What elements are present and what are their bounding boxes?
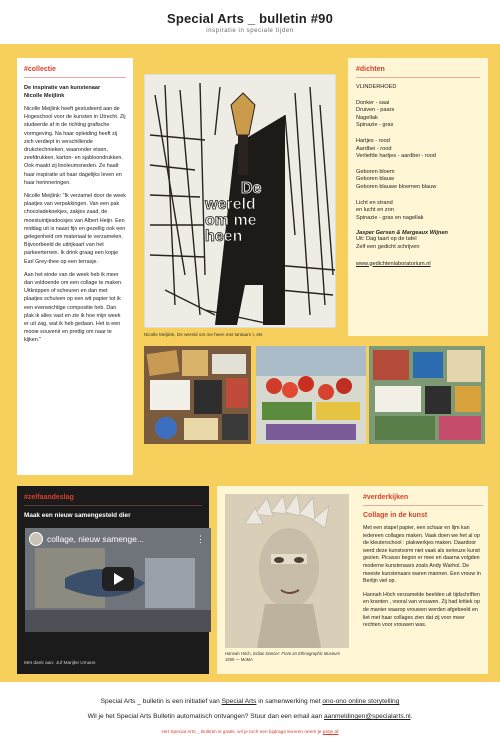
gedichtenlab-link[interactable]: www.gedichtenlaboratorium.nl — [356, 260, 431, 267]
artwork-text-3: om me — [205, 212, 257, 229]
zelfaandeslag-card — [17, 486, 209, 674]
poem-credit — [356, 236, 480, 251]
poem-line: Nagellak — [356, 114, 378, 121]
video-title[interactable]: collage, nieuw samenge... — [47, 534, 144, 544]
poem-stanza — [356, 100, 480, 130]
caption-year: 1930 — MoMA — [225, 656, 253, 662]
collage-photo-3 — [369, 346, 485, 444]
artwork-text-1: De — [241, 180, 262, 197]
poem-stanza — [356, 169, 480, 192]
collage-image — [144, 346, 251, 444]
footer-line-3 — [0, 730, 500, 735]
poem-line: Druiven - paars — [356, 107, 395, 114]
verderkijken-subheading: Collage in de kunst — [363, 512, 428, 519]
footer-text: . — [410, 713, 413, 720]
bulletin-title: Special Arts _ bulletin #90 — [166, 11, 334, 26]
play-button-icon[interactable] — [102, 567, 134, 591]
collage-photo-2 — [256, 346, 366, 444]
credit-line: Zelf een gedicht schrijven — [356, 243, 420, 250]
petje-af-link[interactable]: petje af — [322, 730, 339, 735]
credit-line: Uit: Dag taart op de tafel — [356, 236, 417, 243]
collectie-paragraph: Nicolle Meijlink: "Ik verzamel door de week plaatjes van verpakkingen. Van een pak chocoladekoekjes, zakjes zaad, de moestuintjesdoosjes van Albert Heijn. Een middag uit is naast fijn en gezellig ook een gelegenheid om materiaal te verzamelen. Bijvoorbeeld de uitrijkaart van het parkeerterrein. Ik drink graag een kopje Earl Grey-thee op een terrasje. — [24, 193, 126, 265]
bulletin-header — [0, 0, 500, 44]
footer-text: Wil je het Special Arts Bulletin automatisch ontvangen? Stuur dan een email aan — [87, 713, 324, 720]
collectie-heading-line1: De inspiratie van kunstenaar — [24, 85, 101, 91]
video-player[interactable] — [25, 528, 211, 632]
collage-photo-1 — [144, 346, 251, 444]
dichten-card — [348, 58, 488, 336]
poem-line: en lucht en zon — [356, 207, 394, 214]
collectie-paragraph: Aan het einde van de week heb ik meer dan voldoende om een collage te maken. Uitknippen of scheuren en dan met plaatjes schuiven op een wit papier tot ik een evenwichtige compositie heb. Dan plak ik alles vast en zie ik hoe mijn week er uit zag, wat ik heb gedaan. Het is een mooie souvenir en prettig om naar te kijken." — [24, 271, 123, 344]
special-arts-link[interactable]: Special Arts — [221, 698, 257, 705]
collectie-paragraph: Nicolle Meijlink heeft gestudeerd aan de Hogeschool voor de kunsten in Utrecht. Zij studeerde af in de richting grafische vormgeving. Na haar opleiding heeft zij zich verdiept in verschillende drukctechnieken, waaronder etsen, zeefdrukken, karton- en sjabloondrukken. Ook maakt zij linoleumsneden. Ze haalt haar inspiratie uit haar dagelijks leven en haar herinneringen. — [24, 106, 126, 186]
verderkijken-text — [363, 494, 483, 630]
hoch-collage-image — [225, 494, 349, 648]
caption-title: Indian Dancer: From an Ethnographic Museum — [252, 651, 340, 656]
hoch-caption — [225, 651, 351, 662]
poem-line: Geboren bloem — [356, 168, 395, 175]
verderkijken-card — [217, 486, 488, 674]
hoch-artwork — [225, 494, 349, 648]
poem-line: Donker - saai — [356, 99, 390, 106]
verderkijken-paragraph: Hannah Höch verzamelde beelden uit tijdschriften en kranten , vooral van vrouwen. Zij had kritiek op de manier waarop vrouwen werden afgebeeld en liet met haar collages zien dat zij voor meer rechten voor vrouwen was. — [363, 591, 480, 629]
poem-stanza — [356, 200, 480, 223]
divider — [363, 505, 483, 506]
footer-line-2 — [0, 713, 500, 720]
zelfaandeslag-thanks: Met dank aan: Juf Marijke Umans — [24, 661, 96, 666]
divider — [24, 77, 126, 78]
footer-text: Special Arts _ bulletin is een initiatief van — [100, 698, 222, 705]
poem-line: Spinazie - gras en nagellak — [356, 214, 424, 221]
verderkijken-tag: #verderkijken — [363, 494, 409, 501]
poem-line: Aardbei - rood — [356, 145, 392, 152]
dichten-tag: #dichten — [356, 66, 385, 73]
artwork-etching — [144, 74, 336, 328]
poem-title: VLINDERHOED — [356, 84, 397, 90]
poem-line: Hartjes - rood — [356, 137, 390, 144]
poem-line: Verliefde hartjes - aardbei - rood — [356, 153, 436, 160]
artwork-text-4: heen — [205, 228, 243, 245]
poem-stanza — [356, 138, 480, 161]
bulletin-footer — [0, 682, 500, 755]
zelfaandeslag-tag: #zelfaandeslag — [24, 494, 74, 501]
footer-text: in samenwerking met — [256, 698, 323, 705]
email-link[interactable]: aanmeldingen@specialarts.nl — [323, 713, 411, 720]
zelfaandeslag-heading: Maak een nieuw samengesteld dier — [24, 512, 131, 519]
channel-avatar[interactable] — [29, 532, 43, 546]
ono-ono-link[interactable]: ono-ono online storytelling — [322, 698, 400, 705]
caption-artist: Hannah Höch, — [225, 651, 253, 656]
poem-line: Geboren blauw — [356, 176, 394, 183]
poem-authors: Jasper Gersen & Margeaux Wijnen — [356, 230, 448, 237]
poem-line: Licht en strand — [356, 199, 393, 206]
poem — [356, 84, 480, 222]
collectie-heading-line2: Nicolle Meijlink — [24, 93, 65, 99]
collectie-heading — [24, 84, 126, 100]
artwork-image — [145, 75, 336, 328]
collectie-card — [17, 58, 133, 475]
collage-image — [369, 346, 485, 444]
footer-text: Het Special Arts _ Bulletin is gratis, wil je toch een bijdrage leveren neem je — [161, 730, 323, 735]
footer-line-1 — [0, 698, 500, 705]
collectie-tag: #collectie — [24, 66, 56, 73]
poem-line: Spinazie - gras — [356, 122, 394, 129]
video-menu-icon[interactable]: ⋮ — [196, 534, 205, 544]
artwork-text-2: wereld — [205, 196, 256, 213]
divider — [356, 77, 480, 78]
collage-image — [256, 346, 366, 444]
divider — [24, 505, 202, 506]
bulletin-subtitle: inspiratie in speciale tijden — [206, 28, 294, 34]
poem-line: Geboren blauwe bloemen blauw — [356, 183, 437, 190]
artwork-caption: Nicolle Meijlink, De wereld om me heen met lantaarn I, ets — [144, 332, 263, 337]
verderkijken-paragraph: Met een stapel papier, een schaar en lijm kan iedereen collages maken. Vaak doen we het al op de kleuterschool : plakwerkjes maken. Daardoor werd deze kunstvorm niet vaak als serieuze kunst gezien. Picasso begon er mee en daarna volgden moderne kunstenaars zoals Andy Warhol. De meeste kunstenaars waren mannen. Een vrouw in Berlijn viel op. — [363, 525, 481, 585]
